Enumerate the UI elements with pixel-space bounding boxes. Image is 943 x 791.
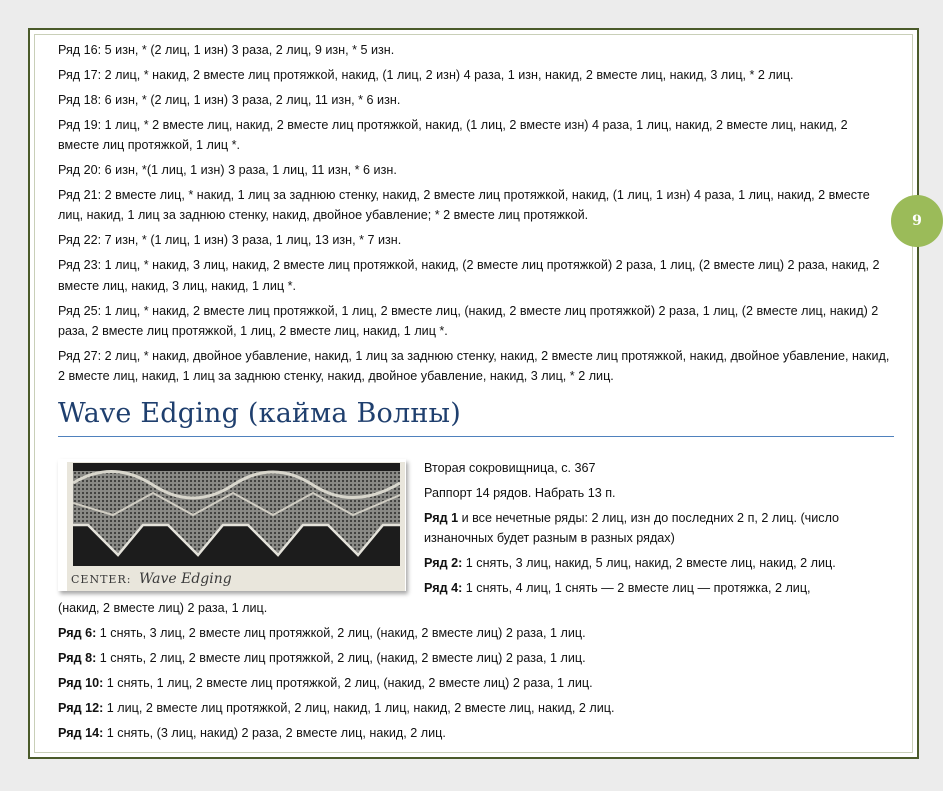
row-body: 1 снять, 1 лиц, 2 вместе лиц протяжкой, 2 лиц, (накид, 2 вместе лиц) 2 раза, 1 лиц.	[103, 676, 593, 691]
row-text: Ряд 16: 5 изн, * (2 лиц, 1 изн) 3 раза, 2 лиц, 9 изн, * 5 изн.	[58, 43, 395, 57]
row-body: 1 снять, 2 лиц, 2 вместе лиц протяжкой, 2 лиц, (накид, 2 вместе лиц) 2 раза, 1 лиц.	[96, 651, 586, 666]
wave-row	[58, 698, 892, 718]
row-text: Ряд 21: 2 вместе лиц, * накид, 1 лиц за заднюю стенку, накид, 2 вместе лиц протяжкой, накид, (1 лиц, 1 изн) 4 раза, 1 лиц, накид, 2 вместе лиц, накид, 1 лиц за заднюю стенку, накид, двойное убавление; * 2 вместе лиц протяжкой.	[58, 188, 870, 223]
page-number: 9	[912, 213, 922, 229]
row-label: Ряд 12:	[58, 701, 104, 716]
wave-row	[58, 508, 892, 548]
wave-row	[58, 553, 892, 573]
row-text: Ряд 25: 1 лиц, * накид, 2 вместе лиц протяжкой, 1 лиц, 2 вместе лиц, (накид, 2 вместе лиц протяжкой) 2 раза, 1 лиц, (2 вместе лиц, накид) 2 раза, 2 вместе лиц протяжкой, 1 лиц, 2 вместе лиц, накид, 1 лиц *.	[58, 303, 879, 338]
wave-row	[58, 673, 892, 693]
wave-row	[58, 623, 892, 643]
row-body: 1 лиц, 2 вместе лиц протяжкой, 2 лиц, накид, 1 лиц, накид, 2 вместе лиц, накид, 2 лиц.	[103, 701, 615, 716]
row-body: (накид, 2 вместе лиц) 2 раза, 1 лиц.	[58, 601, 268, 616]
pattern-rows-top	[58, 40, 892, 391]
row-text: Ряд 27: 2 лиц, * накид, двойное убавление, накид, 1 лиц за заднюю стенку, накид, 2 вместе лиц протяжкой, накид, двойное убавление, накид, 2 вместе лиц, накид, 1 лиц за заднюю стенку, накид, двойное убавление, накид, 3 лиц, * 2 лиц.	[58, 348, 890, 384]
row-text: Ряд 22: 7 изн, * (1 лиц, 1 изн) 3 раза, 1 лиц, 13 изн, * 7 изн.	[58, 233, 402, 248]
wave-row-continuation	[58, 598, 892, 618]
row-label: Ряд 4:	[424, 581, 463, 596]
row-body: 1 снять, 3 лиц, 2 вместе лиц протяжкой, 2 лиц, (накид, 2 вместе лиц) 2 раза, 1 лиц.	[96, 626, 586, 641]
row-label: Ряд 2:	[424, 556, 463, 571]
section-title: Wave Edging (кайма Волны)	[58, 396, 894, 437]
row-label: Ряд 6:	[58, 626, 97, 641]
row-body: 1 снять, (3 лиц, накид) 2 раза, 2 вместе лиц, накид, 2 лиц.	[103, 726, 446, 741]
page-number-badge	[891, 195, 943, 247]
row-body: 1 снять, 3 лиц, накид, 5 лиц, накид, 2 вместе лиц, накид, 2 лиц.	[462, 556, 836, 571]
row-label: Ряд 10:	[58, 676, 104, 691]
row-label: Ряд 8:	[58, 651, 97, 666]
wave-repeat: Раппорт 14 рядов. Набрать 13 п.	[424, 486, 616, 500]
wave-instructions	[58, 458, 892, 748]
wave-source: Вторая сокровищница, с. 367	[424, 461, 596, 475]
wave-row	[58, 648, 892, 668]
row-text: Ряд 23: 1 лиц, * накид, 3 лиц, накид, 2 вместе лиц протяжкой, накид, (2 вместе лиц протяжкой) 2 раза, 1 лиц, (2 вместе лиц) 2 раза, накид, 2 вместе лиц, накид, 3 лиц, накид, 1 лиц *.	[58, 258, 880, 293]
caption-name: Wave Edging	[138, 571, 232, 587]
row-text: Ряд 20: 6 изн, *(1 лиц, 1 изн) 3 раза, 1 лиц, 11 изн, * 6 изн.	[58, 163, 397, 178]
row-label: Ряд 14:	[58, 726, 104, 741]
row-text: Ряд 19: 1 лиц, * 2 вместе лиц, накид, 2 вместе лиц протяжкой, накид, (1 лиц, 2 вместе изн) 4 раза, 1 лиц, накид, 2 вместе лиц, накид, 2 вместе лиц протяжкой, 1 лиц *.	[58, 118, 848, 153]
row-body: и все нечетные ряды: 2 лиц, изн до последних 2 п, 2 лиц. (число изнаночных будет разным в разных рядах)	[424, 511, 840, 546]
row-label: Ряд 1	[424, 511, 459, 525]
caption-label: CENTER:	[71, 573, 132, 586]
row-body: 1 снять, 4 лиц, 1 снять — 2 вместе лиц — протяжка, 2 лиц,	[462, 581, 811, 596]
row-text: Ряд 18: 6 изн, * (2 лиц, 1 изн) 3 раза, 2 лиц, 11 изн, * 6 изн.	[58, 93, 401, 107]
row-text: Ряд 17: 2 лиц, * накид, 2 вместе лиц протяжкой, накид, (1 лиц, 2 изн) 4 раза, 1 изн, накид, 2 вместе лиц, накид, 3 лиц, * 2 лиц.	[58, 68, 794, 82]
wave-row	[58, 723, 892, 743]
wave-row	[58, 578, 892, 598]
